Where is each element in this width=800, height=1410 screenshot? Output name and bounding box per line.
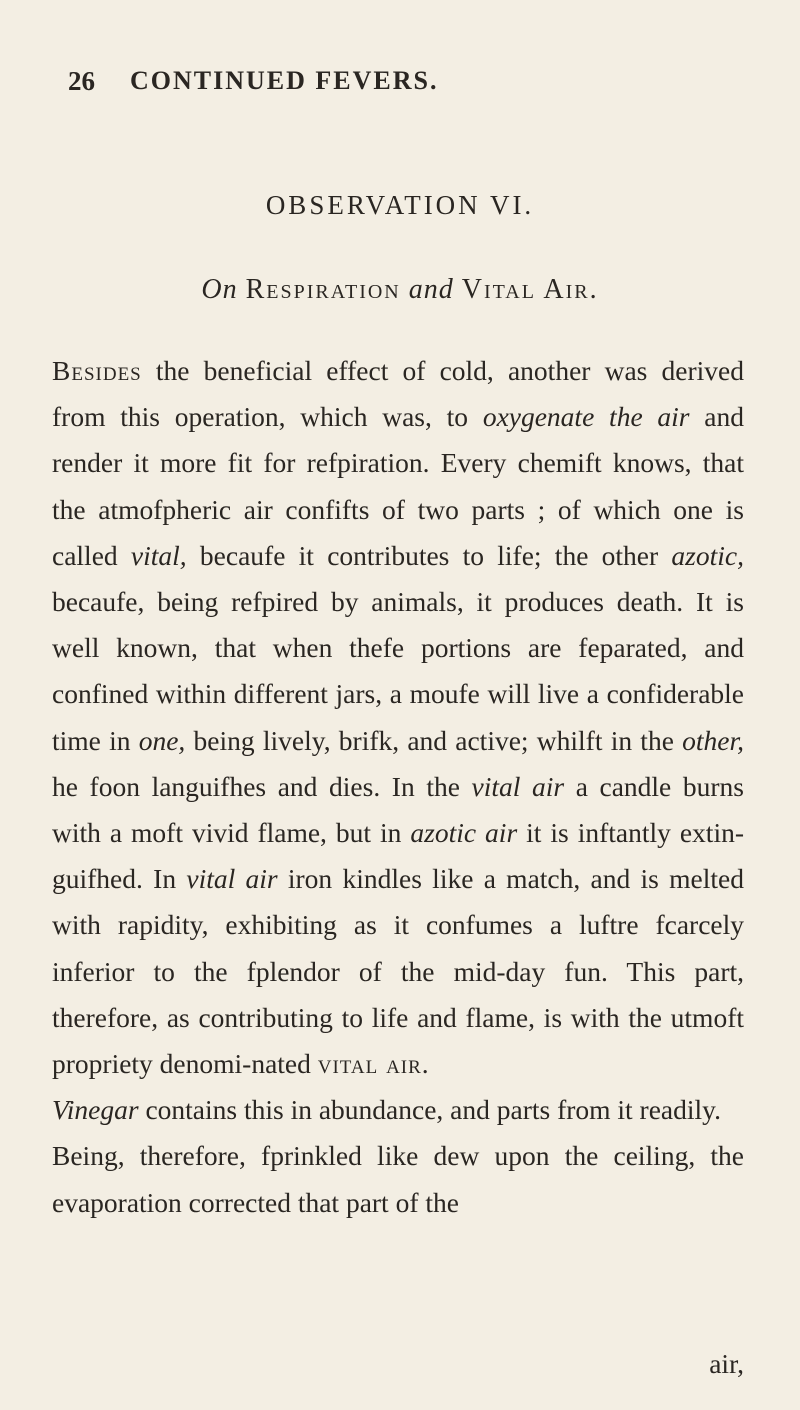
small-caps-run: vital air. [317, 1048, 430, 1080]
text-run: iron kindles like a match, and is melted with rapidity, exhibiting as it confumes a luftre fcarcely inferior to the fplendor of the mid-day fun. This part, therefore, as contributing to life and flame, is with the utmoft propriety denomi-nated [52, 863, 744, 1080]
catchword: air, [709, 1348, 744, 1379]
text-run: he foon languifhes and dies. In the [52, 770, 472, 802]
subtitle-vital-air: Vital Air. [461, 274, 599, 305]
italic-run: azotic, [671, 539, 744, 571]
subtitle-on: On [201, 274, 238, 305]
observation-heading: OBSERVATION VI. [265, 190, 535, 220]
paragraph-3 [52, 1133, 744, 1225]
text-run: Being, therefore, fprinkled like dew upon the ceiling, the evaporation corrected that part of the [52, 1140, 744, 1218]
italic-run: oxygenate the air [482, 401, 690, 433]
italic-run: Vinegar [52, 1094, 139, 1126]
italic-run: azotic air [410, 817, 518, 849]
section-subtitle [0, 274, 800, 306]
text-run: becaufe, being refpired by animals, it produces death. It is well known, that when thefe portions are feparated, and confined within different jars, a moufe will live a confiderable time in [52, 586, 744, 756]
page-number: 26 [68, 66, 95, 96]
subtitle-and: and [408, 274, 454, 305]
running-head [68, 66, 740, 106]
italic-run: other, [682, 724, 744, 756]
italic-run: vital air [471, 770, 565, 802]
text-run: it is inftantly extin-guifhed. In [52, 817, 744, 895]
italic-run: one, [138, 724, 186, 756]
text-run: and render it more fit for refpiration. Every chemift knows, that the atmofpheric air confifts of two parts ; of which one is called [52, 401, 744, 571]
paragraph-1 [52, 348, 744, 1087]
body-text [52, 348, 744, 1226]
text-run: contains this in abundance, and parts from it readily. [138, 1094, 721, 1126]
text-run: becaufe it contributes to life; the other [186, 539, 672, 571]
text-run: the beneficial effect of cold, another was derived from this operation, which was, to [52, 355, 744, 433]
italic-run: vital air [186, 863, 278, 895]
running-title: CONTINUED FEVERS. [130, 66, 439, 95]
italic-run: vital, [130, 539, 187, 571]
paragraph-first-word: Besides [52, 355, 142, 386]
paragraph-2 [52, 1087, 744, 1133]
text-run: being lively, brifk, and active; whilft in the [185, 724, 683, 756]
subtitle-respiration: Respiration [245, 274, 401, 305]
text-run: a candle burns with a moft vivid flame, but in [52, 770, 744, 849]
